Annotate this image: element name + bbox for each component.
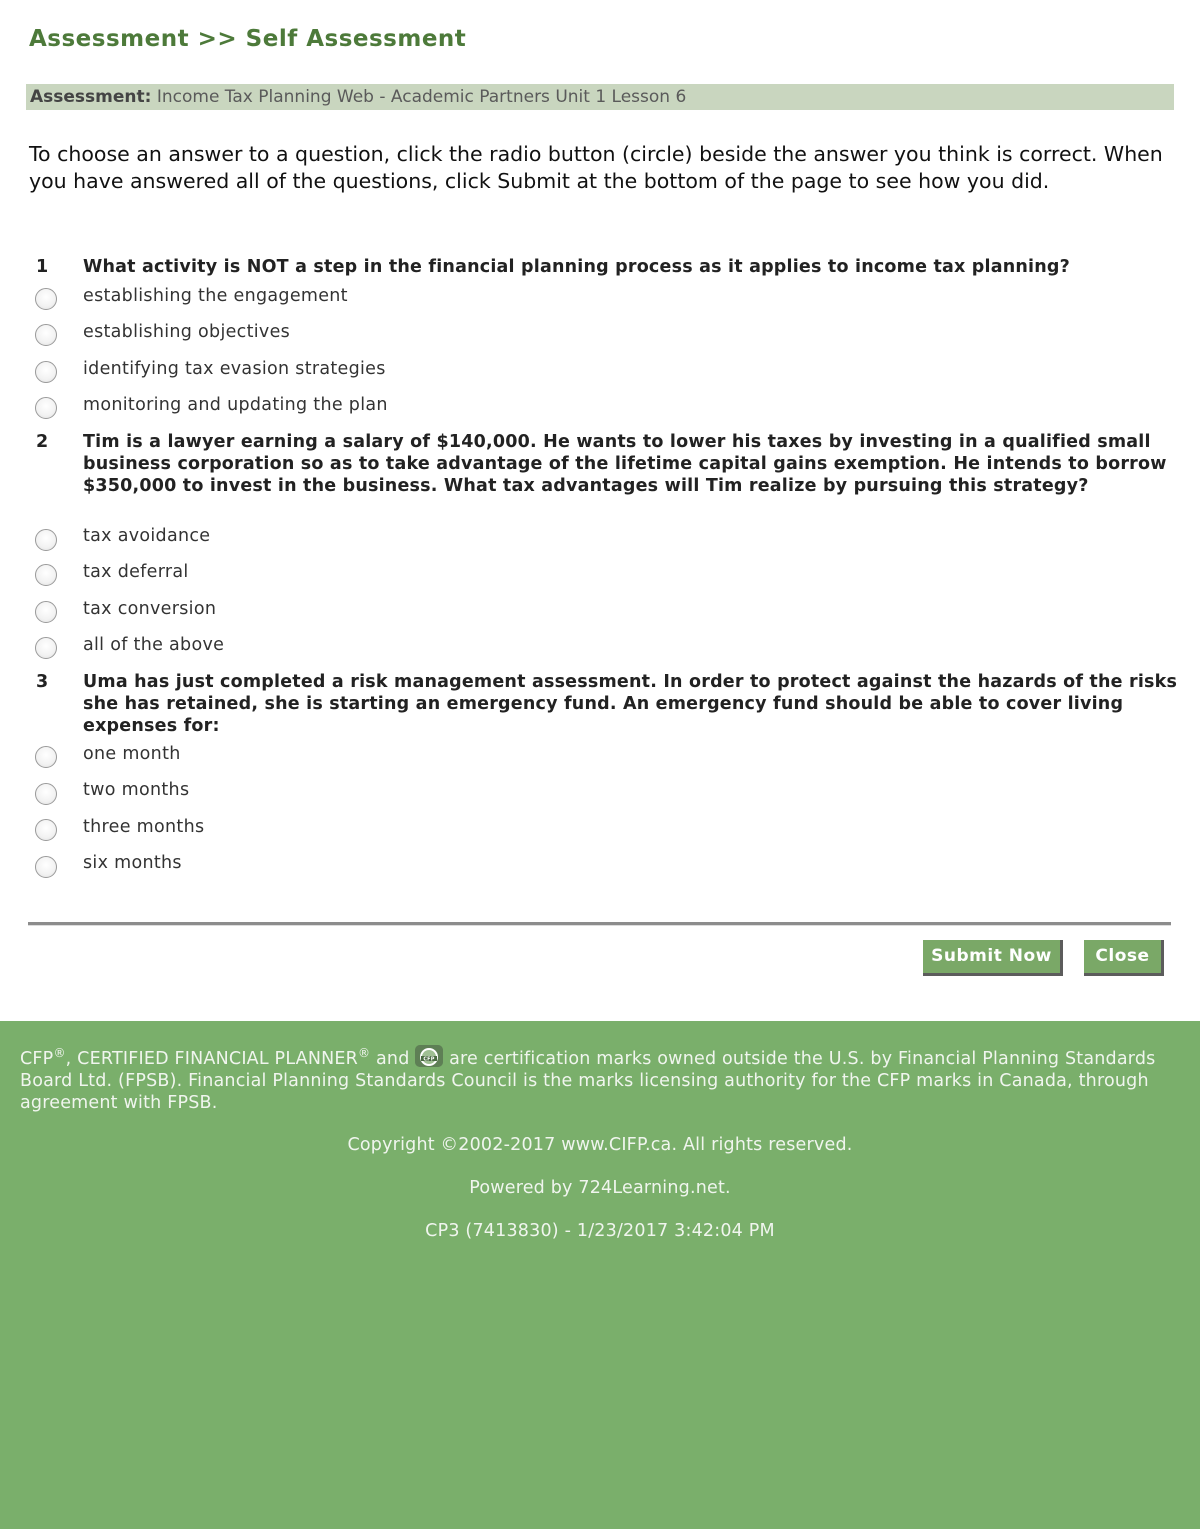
answer-radio[interactable] xyxy=(35,324,57,346)
page-title: Assessment >> Self Assessment xyxy=(29,26,467,52)
assessment-info-bar xyxy=(26,84,1174,110)
answer-label[interactable]: six months xyxy=(83,853,182,873)
assessment-label: Assessment: xyxy=(30,87,152,107)
registered-mark: ® xyxy=(358,1046,371,1061)
divider xyxy=(28,922,1171,926)
answer-radio[interactable] xyxy=(35,746,57,768)
question-text: Tim is a lawyer earning a salary of $140,000. He wants to lower his taxes by investing in a qualified small business corporation so as to take advantage of the lifetime capital gains exemption. He intends to borrow $350,000 to invest in the business. What tax advantages will Tim realize by pursuing this strategy? xyxy=(83,432,1167,496)
answer-radio[interactable] xyxy=(35,856,57,878)
cfp-logo-icon xyxy=(415,1045,443,1067)
powered-by: Powered by 724Learning.net. xyxy=(469,1178,731,1198)
answer-label[interactable]: establishing the engagement xyxy=(83,286,348,306)
answer-radio[interactable] xyxy=(35,601,57,623)
instructions: To choose an answer to a question, click the radio button (circle) beside the answer you think is correct. When you have answered all of the questions, click Submit at the bottom of the page to see how you did. xyxy=(29,142,1163,193)
question-number: 2 xyxy=(36,432,49,452)
question-number: 3 xyxy=(36,672,49,692)
question-number: 1 xyxy=(36,257,49,277)
answer-radio[interactable] xyxy=(35,361,57,383)
cfp-mark: CFP xyxy=(20,1049,54,1069)
question-text: What activity is NOT a step in the financial planning process as it applies to income tax planning? xyxy=(83,257,1070,277)
answer-label[interactable]: tax conversion xyxy=(83,599,217,619)
answer-radio[interactable] xyxy=(35,288,57,310)
session-info: CP3 (7413830) - 1/23/2017 3:42:04 PM xyxy=(425,1221,775,1241)
answer-label[interactable]: monitoring and updating the plan xyxy=(83,395,388,415)
certification-marks-text xyxy=(20,1045,1160,1114)
footer xyxy=(0,1021,1200,1529)
and-text: and xyxy=(370,1049,416,1069)
answer-label[interactable]: establishing objectives xyxy=(83,322,291,342)
answer-label[interactable]: two months xyxy=(83,780,190,800)
answer-label[interactable]: three months xyxy=(83,817,205,837)
answer-label[interactable]: one month xyxy=(83,744,181,764)
answer-label[interactable]: identifying tax evasion strategies xyxy=(83,359,386,379)
answer-radio[interactable] xyxy=(35,564,57,586)
marks-description: are certification marks owned outside the U.S. by Financial Planning Standards Board Ltd. (FPSB). Financial Planning Standards Council is the marks licensing authority for the CFP marks in Canada, through agreement with FPSB. xyxy=(20,1049,1156,1113)
question-text: Uma has just completed a risk management assessment. In order to protect against the hazards of the risks she has retained, she is starting an emergency fund. An emergency fund should be able to cover living expenses for: xyxy=(83,672,1178,736)
answer-radio[interactable] xyxy=(35,819,57,841)
registered-mark: ® xyxy=(53,1046,66,1061)
answer-label[interactable]: tax deferral xyxy=(83,562,189,582)
answer-radio[interactable] xyxy=(35,783,57,805)
answer-radio[interactable] xyxy=(35,397,57,419)
answer-label[interactable]: tax avoidance xyxy=(83,526,211,546)
certified-planner-mark: , CERTIFIED FINANCIAL PLANNER xyxy=(65,1049,359,1069)
assessment-name: Income Tax Planning Web - Academic Partners Unit 1 Lesson 6 xyxy=(156,87,687,107)
submit-now-button[interactable]: Submit Now xyxy=(923,940,1063,976)
copyright: Copyright ©2002-2017 www.CIFP.ca. All rights reserved. xyxy=(347,1135,853,1155)
close-button[interactable]: Close xyxy=(1084,940,1164,976)
answer-radio[interactable] xyxy=(35,529,57,551)
svg-text:CFP: CFP xyxy=(423,1056,435,1063)
answer-radio[interactable] xyxy=(35,637,57,659)
answer-label[interactable]: all of the above xyxy=(83,635,225,655)
